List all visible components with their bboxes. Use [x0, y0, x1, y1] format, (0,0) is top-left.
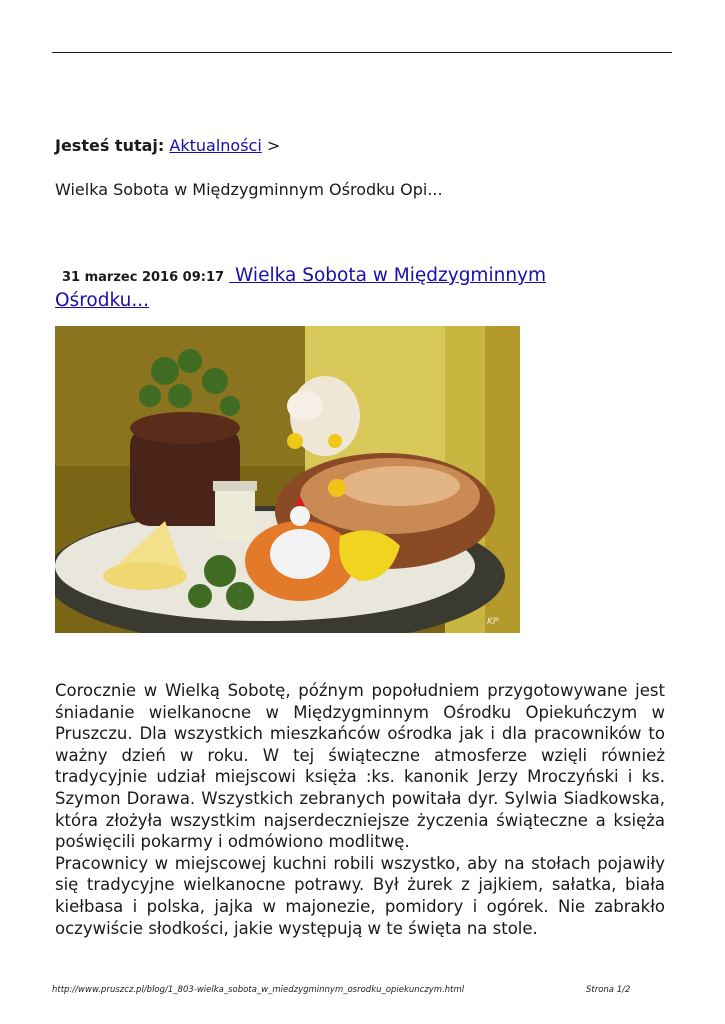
footer-page-number: Strona 1/2 [586, 985, 631, 995]
footer-url: http://www.pruszcz.pl/blog/1_803-wielka_sobota_w_miedzygminnym_osrodku_opiekunczym.html [52, 985, 465, 995]
post-photo [55, 326, 520, 633]
post-title-link[interactable]: Wielka Sobota w Międzygminnym Ośrodku... [55, 265, 547, 311]
page-subtitle: Wielka Sobota w Międzygminnym Ośrodku Opi... [55, 180, 443, 199]
photo-signature: KP [487, 617, 499, 627]
header-rule [52, 52, 672, 53]
post-header [55, 263, 615, 313]
article-body [55, 680, 665, 939]
article-paragraph-1: Corocznie w Wielką Sobotę, późnym popołudniem przygotowywane jest śniadanie wielkanocne w Międzygminnym Ośrodku Opiekuńczym w Pruszczu. Dla wszystkich mieszkańców ośrodka jak i dla pracowników to ważny dzień w roku. W tej świąteczne atmosferze wzięli również tradycyjnie udział miejscowi księża :ks. kanonik Jerzy Mroczyński i ks. Szymon Dorawa. Wszystkich zebranych powitała dyr. Sylwia Siadkowska, która złożyła wszystkim najserdeczniejsze życzenia świąteczne a księża poświęcili pokarmy i odmówiono modlitwę. [55, 681, 665, 852]
article-paragraph-2: Pracownicy w miejscowej kuchni robili wszystko, aby na stołach pojawiły się tradycyjne wielkanocne potrawy. Był żurek z jajkiem, sałatka, biała kiełbasa i polska, jajka w majonezie, pomidory i ogórek. Nie zabrakło oczywiście słodkości, jakie występują w te święta na stole. [55, 853, 665, 938]
post-date: 31 marzec 2016 09:17 [62, 270, 225, 285]
breadcrumb-separator: > [266, 136, 281, 155]
breadcrumb-link-aktualnosci[interactable]: Aktualności [169, 136, 262, 155]
breadcrumb-label: Jesteś tutaj: [55, 136, 165, 155]
breadcrumb [55, 136, 280, 156]
